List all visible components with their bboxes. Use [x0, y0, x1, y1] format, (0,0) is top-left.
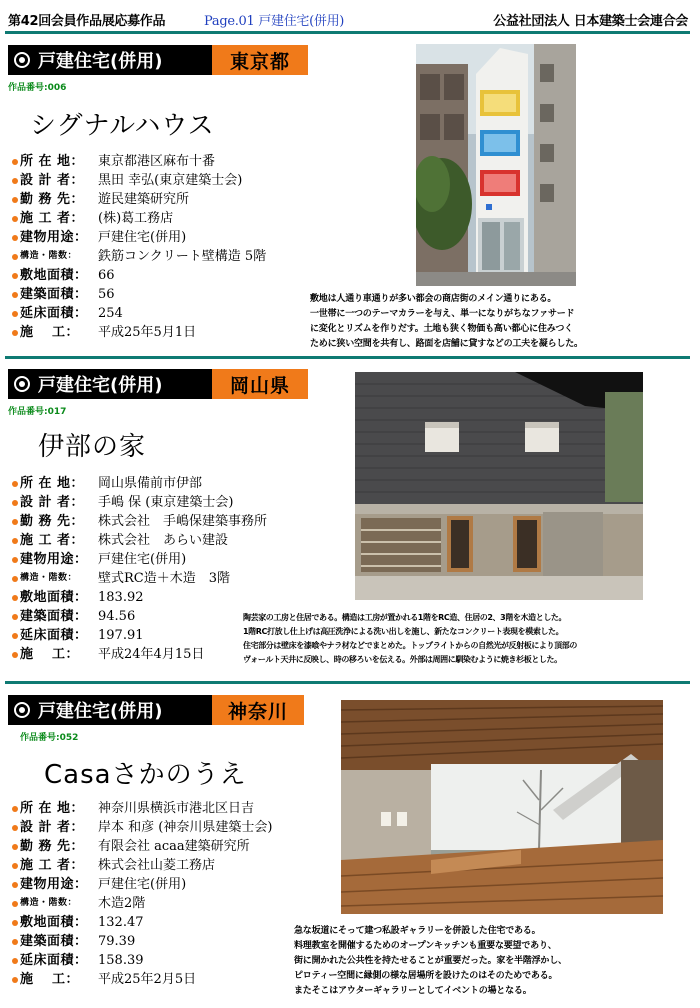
description: [310, 292, 583, 352]
description-line: 陶芸家の工房と住居である。構造は工房が置かれる1階をRC造、住居の2、3階を木造とした。: [243, 613, 567, 622]
description-line: 一世帯に一つのテーマカラーを与え、単一になりがちなファサード: [310, 309, 575, 319]
spec-label: 建物用途：: [20, 877, 88, 892]
section-rule: [5, 356, 690, 359]
description-line: 急な坂道にそって建つ私設ギャラリーを併設した住宅である。: [294, 926, 541, 936]
description-line: ヴォールト天井に反映し、時の移ろいを伝える。外部は周囲に馴染むように焼き杉板とした。: [243, 655, 562, 664]
work-number: 作品番号:052: [20, 733, 79, 743]
description-line: 料理教室を開催するためのオープンキッチンも重要な要望であり、: [294, 941, 557, 951]
page-header: [0, 0, 700, 34]
spec-value: 手嶋 保 (東京建築士会): [98, 495, 234, 510]
spec-value: 94.56: [98, 609, 136, 624]
spec-label: 設 計 者：: [20, 495, 85, 510]
section-rule: [5, 681, 690, 684]
spec-value: 岸本 和彦 (神奈川県建築士会): [98, 820, 273, 835]
spec-value: 158.39: [98, 953, 144, 968]
spec-value: 有限会社 acaa建築研究所: [98, 839, 250, 854]
building-photo: [416, 44, 576, 286]
category-bar: [8, 45, 214, 75]
orange-bullet-icon: [12, 254, 18, 260]
spec-value: 岡山県備前市伊部: [98, 476, 203, 491]
page-indicator: Page.01 戸建住宅(併用): [204, 14, 345, 29]
spec-value: 183.92: [98, 590, 144, 605]
spec-label: 敷地面積：: [20, 268, 88, 283]
spec-value: 木造2階: [98, 896, 146, 911]
spec-label: 施 工：: [20, 647, 80, 662]
orange-bullet-icon: [12, 273, 18, 279]
category-label: 戸建住宅(併用): [38, 375, 163, 396]
spec-value: 黒田 幸弘(東京建築士会): [98, 173, 243, 188]
spec-value: 戸建住宅(併用): [98, 877, 187, 892]
orange-bullet-icon: [12, 901, 18, 907]
orange-bullet-icon: [12, 977, 18, 983]
prefecture-tag: 神奈川: [212, 695, 304, 725]
description-line: 住宅部分は壁床を漆喰やナラ材などでまとめた。トップライトからの自然光が反射板により頂部の: [243, 641, 577, 650]
description-line: に変化とリズムを作りだす。土地も狭く物価も高い都心に住みつく: [310, 324, 573, 334]
spec-label: 施 工 者：: [20, 533, 85, 548]
spec-label: 構造・階数：: [20, 898, 78, 908]
prefecture-tag: 岡山県: [212, 369, 308, 399]
work-title: Casaさかのうえ: [44, 760, 247, 790]
spec-label: 延床面積：: [20, 628, 88, 643]
work-title: シグナルハウス: [30, 111, 215, 141]
ibe-house-photo-icon: [355, 372, 643, 600]
spec-value: 平成24年4月15日: [98, 647, 205, 662]
orange-bullet-icon: [12, 614, 18, 620]
orange-bullet-icon: [12, 500, 18, 506]
orange-bullet-icon: [12, 557, 18, 563]
orange-bullet-icon: [12, 235, 18, 241]
work-number: 作品番号:017: [8, 407, 67, 417]
orange-bullet-icon: [12, 330, 18, 336]
orange-bullet-icon: [12, 825, 18, 831]
orange-bullet-icon: [12, 806, 18, 812]
category-bar: [8, 695, 214, 725]
spec-label: 建築面積：: [20, 287, 88, 302]
spec-label: 延床面積：: [20, 953, 88, 968]
circle-bullet-icon: [14, 702, 30, 718]
spec-label: 設 計 者：: [20, 173, 85, 188]
spec-label: 建築面積：: [20, 609, 88, 624]
spec-label: 建物用途：: [20, 552, 88, 567]
spec-label: 延床面積：: [20, 306, 88, 321]
spec-label: 所 在 地：: [20, 476, 85, 491]
category-label: 戸建住宅(併用): [38, 51, 163, 72]
spec-label: 敷地面積：: [20, 590, 88, 605]
spec-value: 株式会社山菱工務店: [98, 858, 216, 873]
spec-label: 勤 務 先：: [20, 514, 85, 529]
header-rule: [5, 31, 690, 34]
orange-bullet-icon: [12, 481, 18, 487]
casa-interior-photo-icon: [341, 700, 663, 914]
document-title: 第42回会員作品展応募作品: [8, 14, 166, 29]
spec-value: 株式会社 手嶋保建築事務所: [98, 514, 268, 529]
signal-house-photo-icon: [416, 44, 576, 286]
description-line: 1階RC打放し仕上げは高圧洗浄による洗い出しを施し、新たなコンクリート表現を模索した。: [243, 627, 564, 636]
orange-bullet-icon: [12, 920, 18, 926]
orange-bullet-icon: [12, 882, 18, 888]
prefecture-tag: 東京都: [212, 45, 308, 75]
description: [294, 924, 567, 999]
spec-label: 施 工 者：: [20, 211, 85, 226]
spec-label: 設 計 者：: [20, 820, 85, 835]
orange-bullet-icon: [12, 159, 18, 165]
description-line: またそこはアウターギャラリーとしてイベントの場となる。: [294, 986, 532, 996]
orange-bullet-icon: [12, 595, 18, 601]
spec-value: 東京都港区麻布十番: [98, 154, 216, 169]
orange-bullet-icon: [12, 538, 18, 544]
orange-bullet-icon: [12, 197, 18, 203]
work-title: 伊部の家: [38, 432, 147, 462]
spec-label: 施 工：: [20, 972, 80, 987]
orange-bullet-icon: [12, 652, 18, 658]
orange-bullet-icon: [12, 292, 18, 298]
spec-value: 平成25年2月5日: [98, 972, 197, 987]
spec-value: 戸建住宅(併用): [98, 230, 187, 245]
orange-bullet-icon: [12, 939, 18, 945]
description-line: 敷地は人通り車通りが多い都会の商店街のメイン通りにある。: [310, 294, 557, 304]
spec-label: 構造・階数：: [20, 251, 78, 261]
orange-bullet-icon: [12, 216, 18, 222]
orange-bullet-icon: [12, 958, 18, 964]
circle-bullet-icon: [14, 376, 30, 392]
spec-value: 壁式RC造＋木造 3階: [98, 571, 231, 586]
spec-label: 勤 務 先：: [20, 839, 85, 854]
spec-label: 建築面積：: [20, 934, 88, 949]
spec-value: 遊民建築研究所: [98, 192, 190, 207]
orange-bullet-icon: [12, 311, 18, 317]
orange-bullet-icon: [12, 519, 18, 525]
category-bar: [8, 369, 214, 399]
spec-value: 神奈川県横浜市港北区日吉: [98, 801, 255, 816]
description: [243, 611, 577, 667]
spec-value: 79.39: [98, 934, 136, 949]
spec-value: (株)葛工務店: [98, 211, 174, 226]
orange-bullet-icon: [12, 633, 18, 639]
spec-label: 構造・階数：: [20, 573, 78, 583]
description-line: ために狭い空間を共有し、路面を店舗に貸すなどの工夫を凝らした。: [310, 339, 583, 349]
spec-label: 勤 務 先：: [20, 192, 85, 207]
spec-value: 平成25年5月1日: [98, 325, 197, 340]
orange-bullet-icon: [12, 178, 18, 184]
circle-bullet-icon: [14, 52, 30, 68]
spec-label: 所 在 地：: [20, 801, 85, 816]
spec-value: 戸建住宅(併用): [98, 552, 187, 567]
spec-label: 建物用途：: [20, 230, 88, 245]
house-photo: [355, 372, 643, 600]
orange-bullet-icon: [12, 576, 18, 582]
orange-bullet-icon: [12, 863, 18, 869]
spec-value: 254: [98, 306, 123, 321]
interior-photo: [341, 700, 663, 914]
work-number: 作品番号:006: [8, 83, 67, 93]
spec-label: 施 工 者：: [20, 858, 85, 873]
organization-name: 公益社団法人 日本建築士会連合会: [493, 14, 688, 29]
spec-value: 鉄筋コンクリート壁構造 5階: [98, 249, 267, 264]
spec-value: 株式会社 あらい建設: [98, 533, 229, 548]
spec-value: 56: [98, 287, 115, 302]
spec-value: 132.47: [98, 915, 144, 930]
description-line: 街に開かれた公共性を持たせることが重要だった。家を半階浮かし、: [294, 956, 567, 966]
spec-value: 197.91: [98, 628, 144, 643]
category-label: 戸建住宅(併用): [38, 701, 163, 722]
spec-label: 所 在 地：: [20, 154, 85, 169]
spec-label: 敷地面積：: [20, 915, 88, 930]
orange-bullet-icon: [12, 844, 18, 850]
description-line: ピロティー空間に縁側の様な居場所を設けたのはそのためである。: [294, 971, 558, 981]
spec-label: 施 工：: [20, 325, 80, 340]
spec-value: 66: [98, 268, 115, 283]
